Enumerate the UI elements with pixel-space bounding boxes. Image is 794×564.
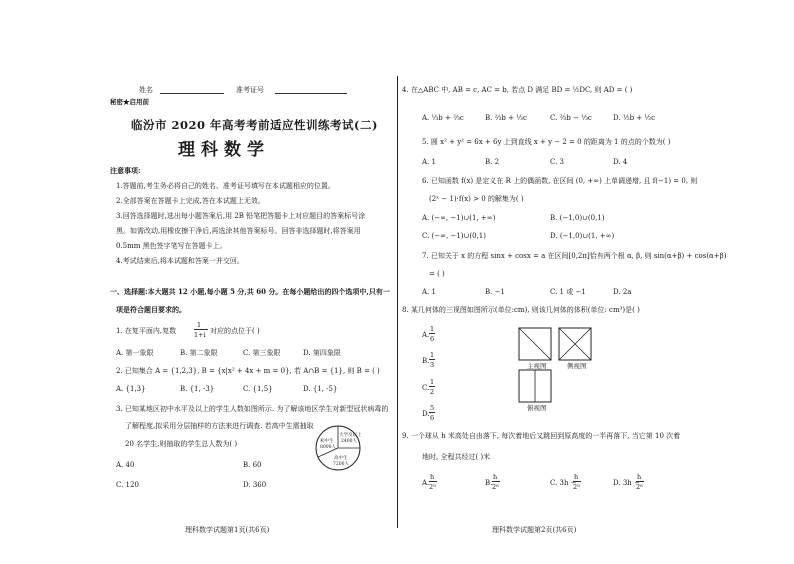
exam-page-2 bbox=[397, 0, 794, 564]
pie-value-junior: 8000人 bbox=[320, 445, 336, 450]
notice-line: 黑。如需改动,用橡皮擦干净后,再选涂其他答案标号。回答非选择题时,将答案用 bbox=[116, 227, 361, 235]
exam-number-blank bbox=[275, 93, 347, 94]
notice-line: 3.回答选择题时,选出每小题答案后,用 2B 铅笔把答题卡上对应题目的答案标号涂 bbox=[116, 212, 366, 220]
side-view-label: 侧视图 bbox=[567, 362, 587, 370]
q9-c-bar bbox=[573, 481, 581, 482]
pie-value-senior: 7200人 bbox=[333, 462, 349, 467]
pie-value-college: 2400人 bbox=[341, 439, 357, 444]
q2-option-a: A. {1,3} bbox=[116, 385, 146, 393]
name-blank bbox=[160, 93, 224, 94]
q2-stem: 2. 已知集合 A = {1,2,3}, B = {x|x² + 4x + m = 0}, 若 A∩B = {1}, 则 B = ( ) bbox=[116, 367, 380, 375]
q8-a-numerator: 1 bbox=[430, 325, 435, 333]
page-footer: 理科数学试题第1页(共6页) bbox=[185, 526, 270, 534]
q8-d-numerator: 5 bbox=[430, 404, 435, 412]
q2-option-d: D. {1, -5} bbox=[303, 385, 338, 393]
q2-option-c: C. {1,5} bbox=[243, 385, 273, 393]
q7-stem-line: = ( ) bbox=[429, 270, 445, 278]
q1-stem-prefix: 1. 在复平面内,复数 bbox=[116, 327, 177, 335]
q6-option-d: D. (−1,0)∪(1, +∞) bbox=[550, 232, 615, 240]
q3-stem-line: 3. 已知某地区初中水平及以上的学生人数如图所示. 为了解该地区学生对新型冠状病毒的 bbox=[116, 405, 389, 413]
page-footer: 理科数学试题第2页(共6页) bbox=[492, 526, 577, 534]
q3-option-b: B. 60 bbox=[243, 461, 262, 469]
q8-d-denominator: 6 bbox=[430, 414, 435, 422]
notice-line: 1.答题前,考生务必将自己的姓名、准考证号填写在本试题相应的位置。 bbox=[116, 182, 335, 190]
pie-label-junior: 初中生 bbox=[320, 439, 334, 444]
q4-option-a: A. ⅓b + ⅔c bbox=[422, 114, 464, 122]
q6-option-c: C. (−∞, −1)∪(0,1) bbox=[422, 232, 486, 240]
q9-b-denominator: 2⁸ bbox=[492, 483, 499, 491]
q1-option-c: C. 第三象限 bbox=[243, 349, 281, 357]
q9-option-b: B. bbox=[485, 479, 493, 487]
q9-stem-line: 地时, 全程共经过( )米 bbox=[422, 453, 491, 461]
q4-stem: 4. 在△ABC 中, AB = c, AC = b, 若点 D 满足 BD = ½DC, 则 AD = ( ) bbox=[402, 86, 633, 94]
subject-title: 理科数学 bbox=[178, 140, 270, 160]
q8-a-denominator: 6 bbox=[430, 335, 435, 343]
q4-option-c: C. ⅔b − ⅓c bbox=[550, 114, 592, 122]
q9-stem-line: 9. 一个球从 h 米高处自由落下, 每次着地后又跳回到原高度的一半再落下, 当它第 10 次着 bbox=[402, 432, 681, 440]
q9-a-numerator: h bbox=[430, 473, 435, 481]
q4-option-b: B. ⅔b + ⅓c bbox=[485, 114, 527, 122]
q1-fraction-numerator: 1 bbox=[197, 321, 202, 329]
q9-a-bar bbox=[429, 481, 437, 482]
q9-c-denominator: 2⁹ bbox=[573, 483, 580, 491]
notice-line: 4.考试结束后,将本试题和答案一并交回。 bbox=[116, 257, 244, 265]
q9-option-c: C. 3h − bbox=[550, 479, 577, 487]
section1-heading-cont: 项是符合题目要求的。 bbox=[116, 305, 186, 314]
side-view-drawing bbox=[558, 327, 592, 361]
notice-line: 0.5mm 黑色签字笔写在答题卡上。 bbox=[116, 242, 227, 250]
q5-stem: 5. 圆 x² + y² = 6x + 6y 上到直线 x + y − 2 = 0 的距离为 1 的点的个数为( ) bbox=[422, 138, 671, 146]
exam-title: 临汾市 2020 年高考考前适应性训练考试(二) bbox=[131, 118, 378, 132]
q7-option-a: A. 1 bbox=[422, 288, 436, 296]
q4-option-d: D. ½b + ½c bbox=[613, 114, 656, 122]
q8-a-bar bbox=[429, 333, 435, 334]
q8-option-d: D. bbox=[422, 410, 430, 418]
q1-fraction-bar bbox=[194, 329, 208, 330]
q5-option-d: D. 4 bbox=[613, 158, 628, 166]
q2-option-b: B. {1, -3} bbox=[180, 385, 215, 393]
q9-b-bar bbox=[492, 481, 500, 482]
top-view-label: 俯视图 bbox=[527, 404, 547, 412]
pie-label-senior: 高中生 bbox=[334, 456, 348, 461]
q8-stem: 8. 某几何体的三视图如图所示(单位:cm), 则该几何体的体积(单位: cm³)是( ) bbox=[402, 306, 640, 314]
front-view-drawing bbox=[518, 327, 552, 361]
q8-b-bar bbox=[429, 359, 435, 360]
q3-option-a: A. 40 bbox=[116, 461, 135, 469]
q7-option-d: D. 2a bbox=[613, 288, 632, 296]
q6-stem-line: (2ˣ − 1)·f(x) > 0 的解集为( ) bbox=[429, 195, 524, 203]
q8-option-a: A. bbox=[422, 331, 430, 339]
q5-option-b: B. 2 bbox=[485, 158, 500, 166]
q3-stem-line: 20 名学生,则抽取的学生总人数为( ) bbox=[125, 440, 238, 448]
q3-option-d: D. 360 bbox=[243, 481, 267, 489]
q1-option-b: B. 第二象限 bbox=[180, 349, 218, 357]
front-view-label: 主视图 bbox=[527, 362, 547, 370]
q7-stem-line: 7. 已知关于 x 的方程 sinx + cosx = a 在区间[0,2π]恰有两个根 α, β, 则 sin(α+β) + cos(α+β) bbox=[422, 252, 727, 260]
q6-option-b: B. (−1,0)∪(0,1) bbox=[550, 214, 605, 222]
q6-stem-line: 6. 已知函数 f(x) 是定义在 R 上的偶函数, 在区间 (0, +∞) 上单调递增, 且 f(−1) = 0, 则 bbox=[422, 177, 698, 185]
q9-option-d: D. 3h − bbox=[613, 479, 640, 487]
q9-b-numerator: h bbox=[493, 473, 498, 481]
q8-c-denominator: 2 bbox=[430, 388, 435, 396]
exam-number-label: 准考证号 bbox=[236, 86, 264, 94]
q6-option-a: A. (−∞, −1)∪(1, +∞) bbox=[422, 214, 496, 222]
pie-label-college: 大学及以上 bbox=[339, 433, 362, 438]
q8-option-b: B. bbox=[422, 357, 430, 365]
q8-d-bar bbox=[429, 412, 435, 413]
q5-option-a: A. 1 bbox=[422, 158, 436, 166]
q8-c-bar bbox=[429, 386, 435, 387]
q7-option-c: C. 1 或 −1 bbox=[550, 288, 586, 296]
notice-line: 2.全部答案在答题卡上完成,答在本试题上无效。 bbox=[116, 197, 265, 205]
q7-option-b: B. −1 bbox=[485, 288, 505, 296]
q8-b-denominator: 3 bbox=[430, 361, 435, 369]
q9-d-denominator: 2⁸ bbox=[636, 483, 643, 491]
notice-heading: 注意事项: bbox=[110, 166, 141, 175]
q8-b-numerator: 1 bbox=[430, 351, 435, 359]
q5-option-c: C. 3 bbox=[550, 158, 565, 166]
q9-d-numerator: h bbox=[637, 473, 642, 481]
q1-option-a: A. 第一象限 bbox=[116, 349, 154, 357]
q1-option-d: D. 第四象限 bbox=[303, 349, 341, 357]
q8-option-c: C. bbox=[422, 384, 430, 392]
q9-c-numerator: h bbox=[574, 473, 579, 481]
q3-stem-line: 了解程度,拟采用分层抽样的方法来进行调查. 若高中生需抽取 bbox=[125, 422, 314, 430]
q8-c-numerator: 1 bbox=[430, 378, 435, 386]
section1-heading: 一、选择题:本大题共 12 小题,每小题 5 分,共 60 分。在每小题给出的四个选项中,只有一 bbox=[110, 287, 390, 296]
secret-note: 秘密★启用前 bbox=[110, 98, 149, 106]
q3-option-c: C. 120 bbox=[116, 481, 139, 489]
q1-stem-suffix: 对应的点位于( ) bbox=[210, 327, 260, 335]
top-view-drawing bbox=[518, 369, 552, 403]
name-label: 姓名 bbox=[139, 86, 153, 94]
q1-fraction-denominator: 1+i bbox=[194, 331, 206, 339]
q9-option-a: A. bbox=[422, 479, 430, 487]
q9-a-denominator: 2⁹ bbox=[429, 483, 436, 491]
q9-d-bar bbox=[636, 481, 644, 482]
